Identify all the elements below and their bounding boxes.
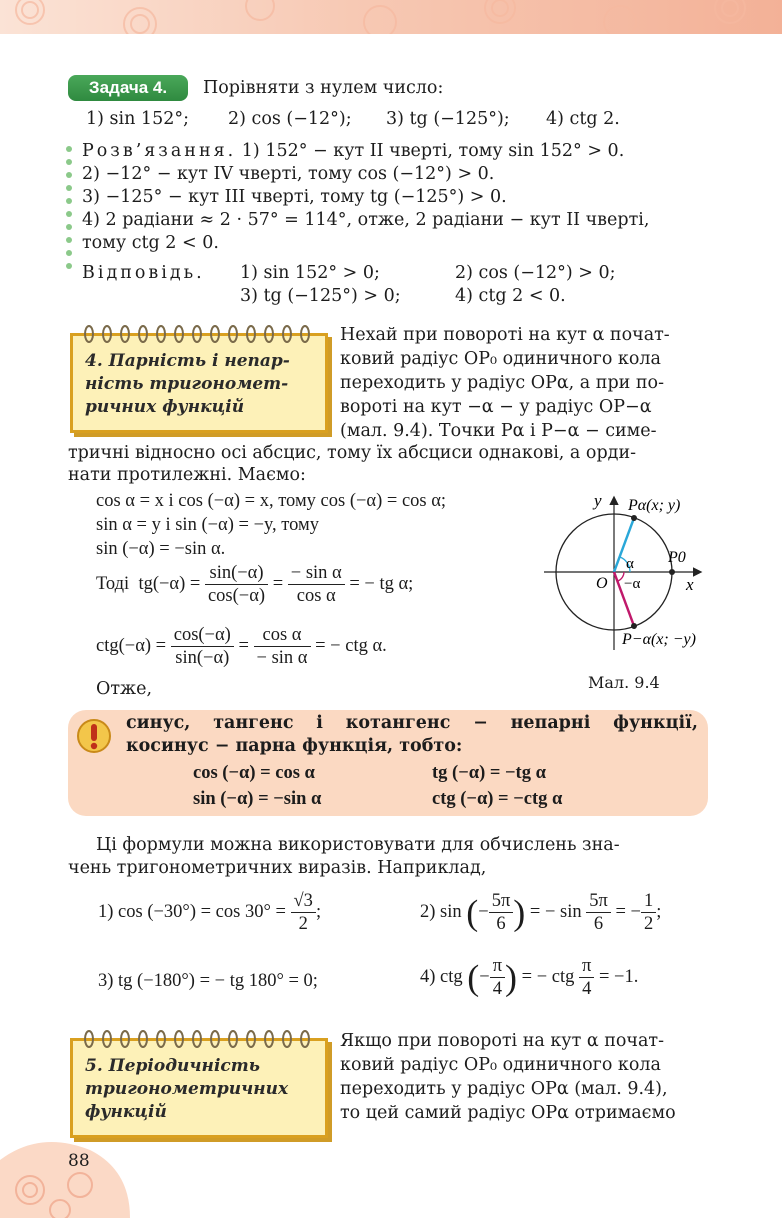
example-4-inner-fraction: $\frac{\pi}{4}$ (490, 955, 505, 1000)
example-2: 2) sin (− $\frac{5\pi}{6}$ ) = − sin $\frac{5\pi}{6}$ = − $\frac{1}{2}$ ; (420, 891, 662, 934)
section-5-para-2: ковий радіус OP₀ одиничного кола (340, 1055, 661, 1075)
solution-line-5: тому ctg 2 < 0. (82, 233, 219, 253)
rule-word-1: синус, (126, 713, 191, 733)
rule-word-4: котангенс (345, 713, 451, 733)
ctg-fraction-2: $\frac{\text{cos α}}{\text{− sin α}}$ (254, 624, 311, 669)
section-4-title-3: ричних функцій (85, 397, 245, 417)
section-5-para-4: то цей самий радіус OPα отримаємо (340, 1103, 676, 1123)
section-5-para-3: переходить у радіус OPα (мал. 9.4), (340, 1079, 668, 1099)
formula-cos: cos α = x і cos (−α) = x, тому cos (−α) = cos α; (96, 491, 447, 511)
label-p0: P0 (668, 549, 686, 566)
rule-word-7: функції, (613, 713, 698, 733)
label-y: y (594, 491, 602, 510)
example-1-text: 1) cos (−30°) = cos 30° = (98, 902, 286, 922)
rule-word-2: тангенс (213, 713, 294, 733)
section-4-title-1: 4. Парність і непар- (85, 351, 290, 371)
task-item-2: 2) cos (−12°); (228, 109, 352, 129)
formula-tg: Тоді tg(−α) = $\frac{\sin(-\alpha)}{\cos(-\alpha)}$ = $\frac{\text{− sin α}}{\text{cos α}}$ = − tg α; (96, 563, 414, 606)
label-p-alpha: Pα(x; y) (628, 497, 681, 514)
section-4-para-2: ковий радіус OP₀ одиничного кола (340, 349, 661, 369)
ctg-rhs: = − ctg α. (315, 636, 387, 656)
task-item-1: 1) sin 152°; (86, 109, 189, 129)
rule-formula-sin: sin (−α) = −sin α (193, 789, 322, 809)
rule-formula-tg: tg (−α) = −tg α (432, 763, 546, 783)
solution-text-1: 1) 152° − кут II чверті, тому sin 152° > 0. (236, 141, 625, 161)
exclamation-icon (76, 716, 112, 756)
hence-word: Отже, (96, 679, 153, 699)
unit-circle-figure (530, 490, 720, 660)
figure-caption: Мал. 9.4 (588, 673, 660, 692)
example-2-result-fraction: $\frac{1}{2}$ (641, 890, 656, 935)
answer-label: Відповідь. (82, 263, 205, 283)
example-4-text: 4) ctg (420, 967, 463, 987)
section-4-para-7: нати протилежні. Маємо: (68, 465, 306, 485)
example-2-fraction: $\frac{5\pi}{6}$ (586, 890, 611, 935)
section-4-para-4: вороті на кут −α − у радіус OP−α (340, 397, 652, 417)
task-item-3: 3) tg (−125°); (386, 109, 510, 129)
point-p-minus-alpha (631, 623, 637, 629)
then-word: Тоді (96, 574, 130, 594)
solution-line-1 (82, 140, 624, 162)
solution-label: Розв’язання. (82, 141, 237, 161)
ctg-fraction-1: $\frac{\cos(-\alpha)}{\sin(-\alpha)}$ (171, 624, 234, 669)
tg-rhs: = − tg α; (349, 574, 414, 594)
formula-sin-1: sin α = y і sin (−α) = −y, тому (96, 515, 320, 535)
example-4-end: = −1. (598, 967, 639, 987)
rule-formula-cos: cos (−α) = cos α (193, 763, 315, 783)
examples-intro-2: чень тригонометричних виразів. Наприклад, (68, 858, 487, 878)
answer-1: 1) sin 152° > 0; (240, 263, 380, 283)
section-5-title-3: функцій (85, 1102, 167, 1122)
corner-swirl-icon (0, 1130, 130, 1218)
ctg-lhs: ctg(−α) = (96, 636, 167, 656)
example-3: 3) tg (−180°) = − tg 180° = 0; (98, 971, 318, 991)
task-item-4: 4) ctg 2. (546, 109, 620, 129)
solution-line-2: 2) −12° − кут IV чверті, тому cos (−12°) > 0. (82, 164, 495, 184)
tg-fraction-2: $\frac{\text{− sin α}}{\text{cos α}}$ (288, 562, 345, 607)
solution-line-3: 3) −125° − кут III чверті, тому tg (−125°) > 0. (82, 187, 507, 207)
tg-lhs: tg(−α) = (138, 574, 201, 594)
point-p-alpha (631, 515, 637, 521)
rule-line-2: косинус − парна функція, тобто: (126, 736, 463, 756)
section-4-para-1: Нехай при повороті на кут α почат- (340, 325, 670, 345)
section-4-para-3: переходить у радіус OPα, а при по- (340, 373, 664, 393)
answer-3: 3) tg (−125°) > 0; (240, 286, 401, 306)
label-minus-alpha: −α (624, 576, 641, 592)
top-decorative-band (0, 0, 782, 34)
example-2-mid: = − sin (529, 902, 582, 922)
label-origin: O (596, 575, 608, 592)
answer-2: 2) cos (−12°) > 0; (455, 263, 616, 283)
rule-word-6: непарні (510, 713, 591, 733)
example-2-inner-fraction: $\frac{5\pi}{6}$ (489, 890, 514, 935)
example-2-eq: = − (615, 902, 641, 922)
label-x: x (686, 575, 694, 594)
examples-intro-1: Ці формули можна використовувати для обчислень зна- (96, 835, 620, 855)
section-4-notebox (70, 333, 328, 433)
answer-4: 4) ctg 2 < 0. (455, 286, 566, 306)
spiral-binding-icon (79, 324, 319, 344)
section-5-para-1: Якщо при повороті на кут α почат- (340, 1031, 665, 1051)
example-1: 1) cos (−30°) = cos 30° = $\frac{√3}{2}$ ; (98, 891, 322, 934)
rule-line-1 (126, 712, 698, 734)
example-4-mid: = − ctg (521, 967, 575, 987)
section-4-para-6: тричні відносно осі абсцис, тому їх абсциси однакові, а орди- (68, 443, 637, 463)
example-4-fraction: $\frac{\pi}{4}$ (579, 955, 594, 1000)
section-4-title-2: ність тригономет- (85, 374, 289, 394)
example-1-fraction: $\frac{√3}{2}$ (291, 890, 316, 935)
rule-formula-ctg: ctg (−α) = −ctg α (432, 789, 563, 809)
rule-word-5: − (473, 713, 488, 733)
point-p0 (669, 569, 675, 575)
solution-dots-decoration (66, 146, 74, 296)
swirl-pattern-icon (0, 0, 782, 34)
solution-line-4: 4) 2 радіани ≈ 2 · 57° = 114°, отже, 2 радіани − кут II чверті, (82, 210, 650, 230)
section-5-title-1: 5. Періодичність (85, 1056, 260, 1076)
unit-circle-diagram (530, 490, 720, 660)
task-badge: Задача 4. (68, 75, 188, 101)
section-4-para-5: (мал. 9.4). Точки Pα і P−α − симе- (340, 421, 657, 441)
tg-fraction-1: $\frac{\sin(-\alpha)}{\cos(-\alpha)}$ (205, 562, 268, 607)
page-number: 88 (68, 1151, 90, 1171)
section-5-title-2: тригонометричних (85, 1079, 289, 1099)
label-alpha: α (626, 556, 634, 572)
section-5-notebox (70, 1038, 328, 1138)
example-4: 4) ctg (− $\frac{\pi}{4}$ ) = − ctg $\frac{\pi}{4}$ = −1. (420, 956, 639, 999)
formula-sin-2: sin (−α) = −sin α. (96, 539, 226, 559)
task-statement: Порівняти з нулем число: (203, 78, 444, 98)
rule-word-3: і (316, 713, 323, 733)
label-p-minus-alpha: P−α(x; −y) (622, 631, 696, 648)
example-2-text: 2) sin (420, 902, 462, 922)
spiral-binding-icon (79, 1029, 319, 1049)
formula-ctg: ctg(−α) = $\frac{\cos(-\alpha)}{\sin(-\alpha)}$ = $\frac{\text{cos α}}{\text{− sin α}}$ = − ctg α. (96, 625, 387, 668)
